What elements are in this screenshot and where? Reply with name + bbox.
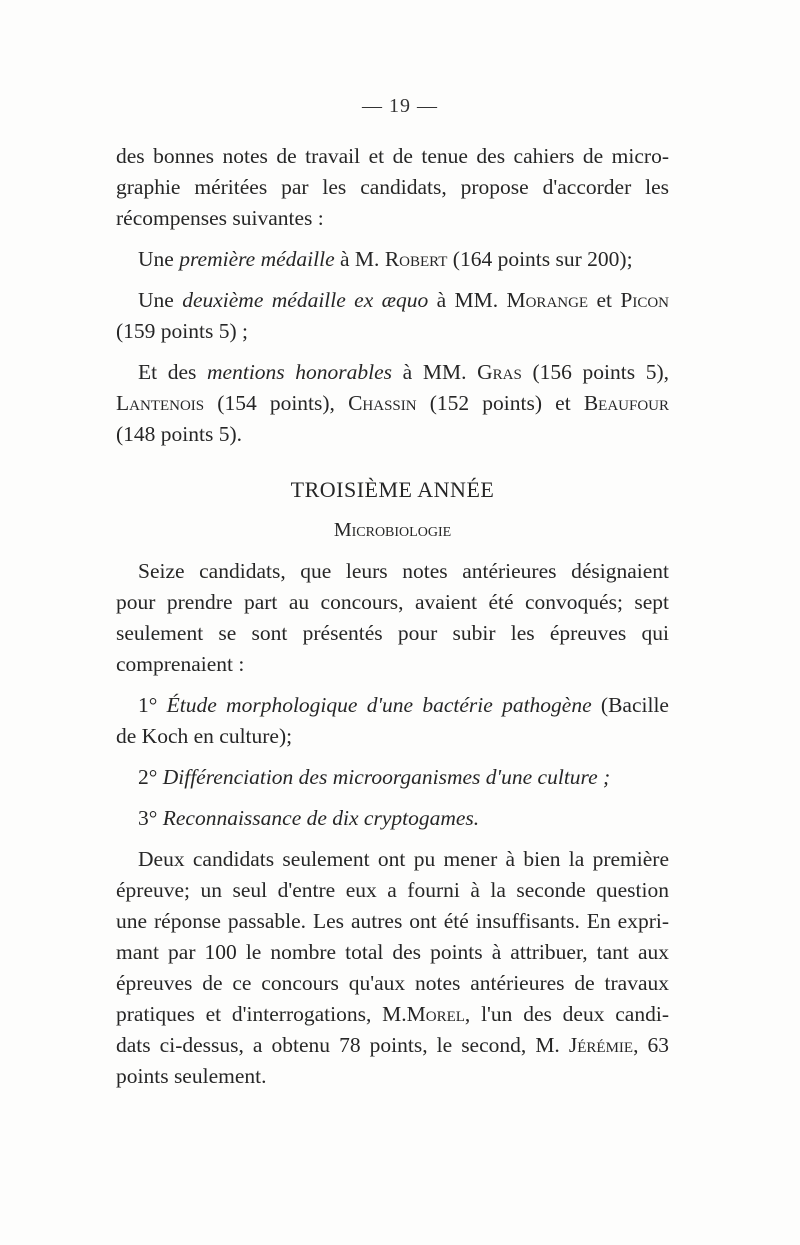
- text-line: (148 points 5).: [116, 422, 243, 446]
- text-line: [116, 999, 669, 1030]
- text-line: seulement se sont présentés pour subir les épreuves qui: [116, 621, 669, 645]
- item-number: 3°: [138, 806, 163, 830]
- italic-text: deuxième médaille ex æquo: [182, 288, 429, 312]
- award-first-medal: [116, 244, 669, 275]
- italic-text: Différenciation des microorganismes d'une culture ;: [162, 765, 611, 789]
- text-line: graphie méritées par les candidats, propose d'accorder les: [116, 175, 669, 199]
- italic-text: mentions honorables: [207, 360, 393, 384]
- text-line: une réponse passable. Les autres ont été insuffisants. En expri-: [116, 909, 669, 933]
- person-name: Lantenois: [116, 391, 205, 415]
- text-segment: (156 points 5),: [521, 360, 669, 384]
- text-line: des bonnes notes de travail et de tenue des cahiers de micro-: [116, 144, 669, 168]
- paragraph-gap: [116, 680, 669, 690]
- text-segment: (154 points),: [204, 391, 349, 415]
- paragraph-gap: [116, 275, 669, 285]
- paragraph-gap: [116, 834, 669, 844]
- person-name: Robert: [384, 247, 448, 271]
- section-title: TROISIÈME ANNÉE: [290, 477, 495, 502]
- text-segment: à M.: [334, 247, 385, 271]
- section-gap: [116, 450, 669, 474]
- text-segment: Une: [138, 247, 180, 271]
- person-name: Morel: [406, 1002, 465, 1026]
- page-number: — 19 —: [362, 95, 438, 117]
- text-line: épreuves de ce concours qu'aux notes antérieures de travaux: [116, 971, 669, 995]
- text-segment: Une: [138, 288, 183, 312]
- paragraph-gap: [116, 752, 669, 762]
- subsection-title: Microbiologie: [333, 519, 452, 541]
- honorable-mentions: [116, 357, 669, 388]
- text-segment: et: [588, 288, 621, 312]
- item-number: 1°: [138, 693, 167, 717]
- person-name: Jérémie: [568, 1033, 634, 1057]
- person-name: Chassin: [348, 391, 417, 415]
- text-segment: dats ci-dessus, a obtenu 78 points, le second, M.: [116, 1033, 569, 1057]
- text-line: points seulement.: [116, 1064, 267, 1088]
- italic-text: Reconnaissance de dix cryptogames.: [162, 806, 480, 830]
- text-segment: , 63: [633, 1033, 670, 1057]
- text-line: Deux candidats seulement ont pu mener à bien la première: [138, 847, 669, 871]
- text-line: récompenses suivantes :: [116, 206, 324, 230]
- text-line: (159 points 5) ;: [116, 319, 248, 343]
- exam-item-2: [116, 762, 669, 793]
- text-line: épreuve; un seul d'entre eux a fourni à la seconde question: [116, 878, 669, 902]
- person-name: Beaufour: [583, 391, 669, 415]
- text-line: [116, 1030, 669, 1061]
- paragraph-gap: [116, 234, 669, 244]
- text-segment: , l'un des deux candi-: [464, 1002, 669, 1026]
- text-segment: à MM.: [392, 360, 478, 384]
- text-segment: (152 points) et: [416, 391, 584, 415]
- text-segment: (Bacille: [591, 693, 669, 717]
- text-line: pour prendre part au concours, avaient été convoqués; sept: [116, 590, 669, 614]
- exam-item-1: [116, 690, 669, 721]
- text-segment: pratiques et d'interrogations, M.: [116, 1002, 407, 1026]
- paragraph-gap: [116, 793, 669, 803]
- text-segment: (164 points sur 200);: [447, 247, 633, 271]
- item-number: 2°: [138, 765, 163, 789]
- text-line: [116, 388, 669, 419]
- award-second-medal: [116, 285, 669, 316]
- paragraph-gap: [116, 347, 669, 357]
- text-segment: à MM.: [428, 288, 507, 312]
- page-body: [116, 141, 669, 1092]
- text-line: de Koch en culture);: [116, 724, 293, 748]
- person-name: Morange: [506, 288, 589, 312]
- text-segment: Et des: [138, 360, 208, 384]
- section-gap: [116, 505, 669, 515]
- exam-item-3: [116, 803, 669, 834]
- section-gap: [116, 546, 669, 556]
- text-line: comprenaient :: [116, 652, 245, 676]
- italic-text: Étude morphologique d'une bactérie pathogène: [166, 693, 592, 717]
- text-line: Seize candidats, que leurs notes antérieures désignaient: [138, 559, 669, 583]
- person-name: Gras: [477, 360, 522, 384]
- person-name: Picon: [620, 288, 669, 312]
- text-line: mant par 100 le nombre total des points à attribuer, tant aux: [116, 940, 669, 964]
- italic-text: première médaille: [179, 247, 335, 271]
